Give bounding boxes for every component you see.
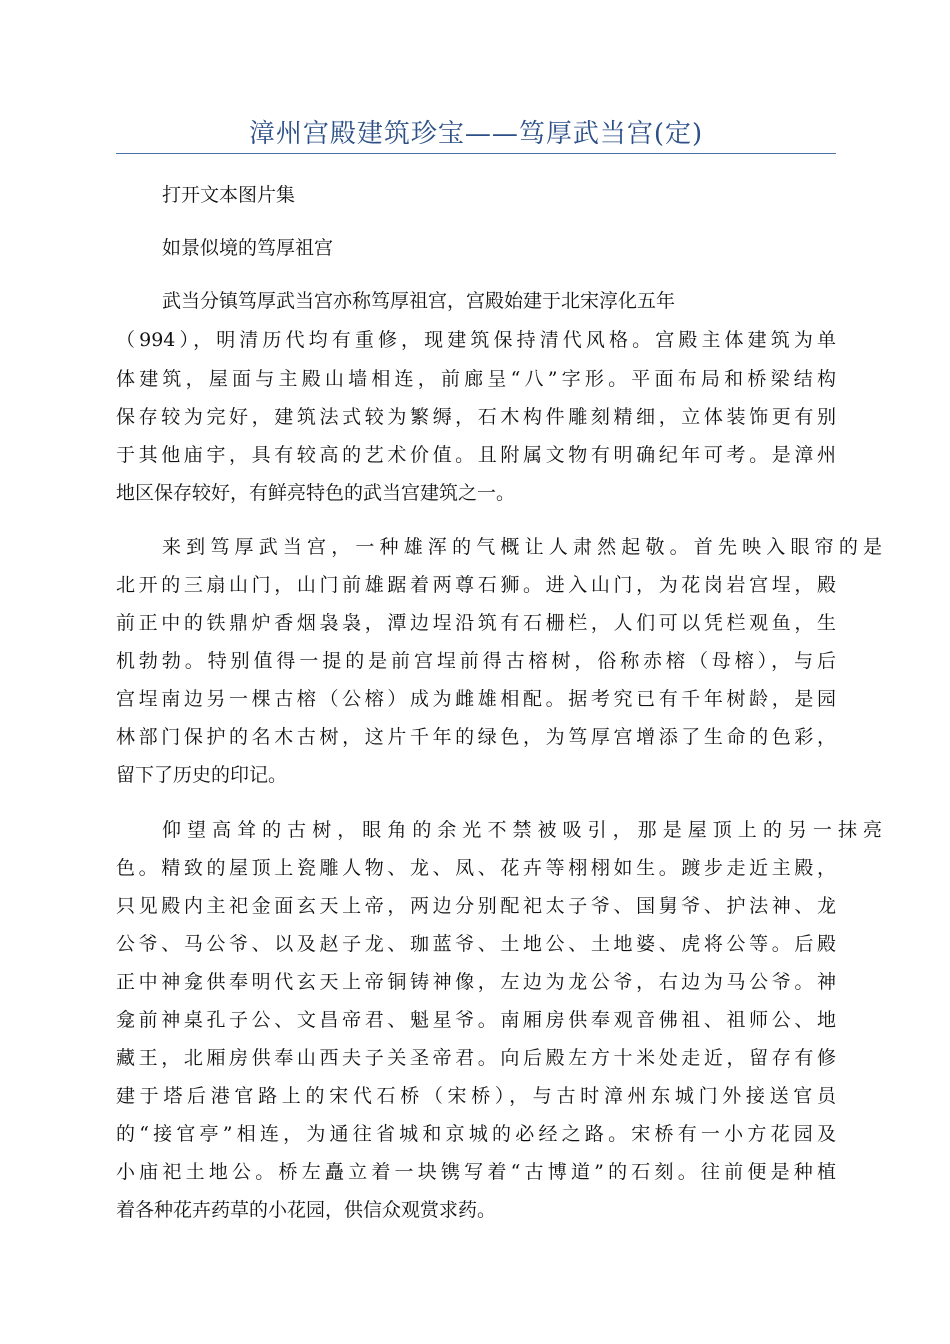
paragraph-1-line-6: 地区保存较好，有鲜亮特色的武当宫建筑之一。 (116, 482, 516, 504)
paragraph-3-line-4: 公爷、马公爷、以及赵子龙、珈蓝爷、土地公、土地婆、虎将公等。后殿 (116, 933, 836, 955)
paragraph-2-line-5: 宫埕南边另一棵古榕（公榕）成为雌雄相配。据考究已有千年树龄，是园 (116, 688, 836, 710)
paragraph-3-line-11: 着各种花卉药草的小花园，供信众观赏求药。 (116, 1199, 497, 1221)
paragraph-1-line-4: 保存较为完好，建筑法式较为繁缛，石木构件雕刻精细，立体装饰更有别 (116, 406, 836, 428)
document-page (116, 0, 882, 1344)
paragraph-2-line-6: 林部门保护的名木古树，这片千年的绿色，为笃厚宫增添了生命的色彩， (116, 726, 836, 748)
paragraph-2-line-7: 留下了历史的印记。 (116, 764, 288, 786)
paragraph-3-line-3: 只见殿内主祀金面玄天上帝，两边分别配祀太子爷、国舅爷、护法神、龙 (116, 895, 836, 917)
paragraph-1-line-5: 于其他庙宇，具有较高的艺术价值。且附属文物有明确纪年可考。是漳州 (116, 444, 836, 466)
document-title: 漳州宫殿建筑珍宝——笃厚武当宫(定) (248, 119, 704, 149)
paragraph-2-line-2: 北开的三扇山门，山门前雄踞着两尊石狮。进入山门，为花岗岩宫埕，殿 (116, 574, 836, 596)
paragraph-3-line-8: 建于塔后港官路上的宋代石桥（宋桥），与古时漳州东城门外接送官员 (116, 1085, 836, 1107)
title-underline (116, 153, 836, 154)
paragraph-2-line-1: 来到笃厚武当宫，一种雄浑的气概让人肃然起敬。首先映入眼帘的是 (162, 536, 882, 558)
paragraph-1-line-1: 武当分镇笃厚武当宫亦称笃厚祖宫，宫殿始建于北宋淳化五年 (162, 290, 676, 312)
paragraph-3-line-6: 龛前神桌孔子公、文昌帝君、魁星爷。南厢房供奉观音佛祖、祖师公、地 (116, 1009, 836, 1031)
paragraph-3-line-7: 藏王，北厢房供奉山西夫子关圣帝君。向后殿左方十米处走近，留存有修 (116, 1047, 836, 1069)
paragraph-3-line-10: 小庙祀土地公。桥左矗立着一块镌写着“古博道”的石刻。往前便是种植 (116, 1161, 836, 1183)
paragraph-3-line-2: 色。精致的屋顶上瓷雕人物、龙、凤、花卉等栩栩如生。踱步走近主殿， (116, 857, 836, 879)
paragraph-2-line-4: 机勃勃。特别值得一提的是前宫埕前得古榕树，俗称赤榕（母榕），与后 (116, 650, 836, 672)
paragraph-1-line-3: 体建筑，屋面与主殿山墙相连，前廊呈“八”字形。平面布局和桥梁结构 (116, 368, 836, 390)
caption-open-gallery: 打开文本图片集 (162, 184, 296, 206)
paragraph-3-line-9: 的“接官亭”相连，为通往省城和京城的必经之路。宋桥有一小方花园及 (116, 1123, 836, 1145)
section-heading: 如景似境的笃厚祖宫 (162, 237, 334, 259)
paragraph-3-line-1: 仰望高耸的古树，眼角的余光不禁被吸引，那是屋顶上的另一抹亮 (162, 819, 882, 841)
paragraph-1-line-2: （994），明清历代均有重修，现建筑保持清代风格。宫殿主体建筑为单 (116, 329, 836, 351)
paragraph-2-line-3: 前正中的铁鼎炉香烟袅袅，潭边埕沿筑有石栅栏，人们可以凭栏观鱼，生 (116, 612, 836, 634)
paragraph-3-line-5: 正中神龛供奉明代玄天上帝铜铸神像，左边为龙公爷，右边为马公爷。神 (116, 971, 836, 993)
